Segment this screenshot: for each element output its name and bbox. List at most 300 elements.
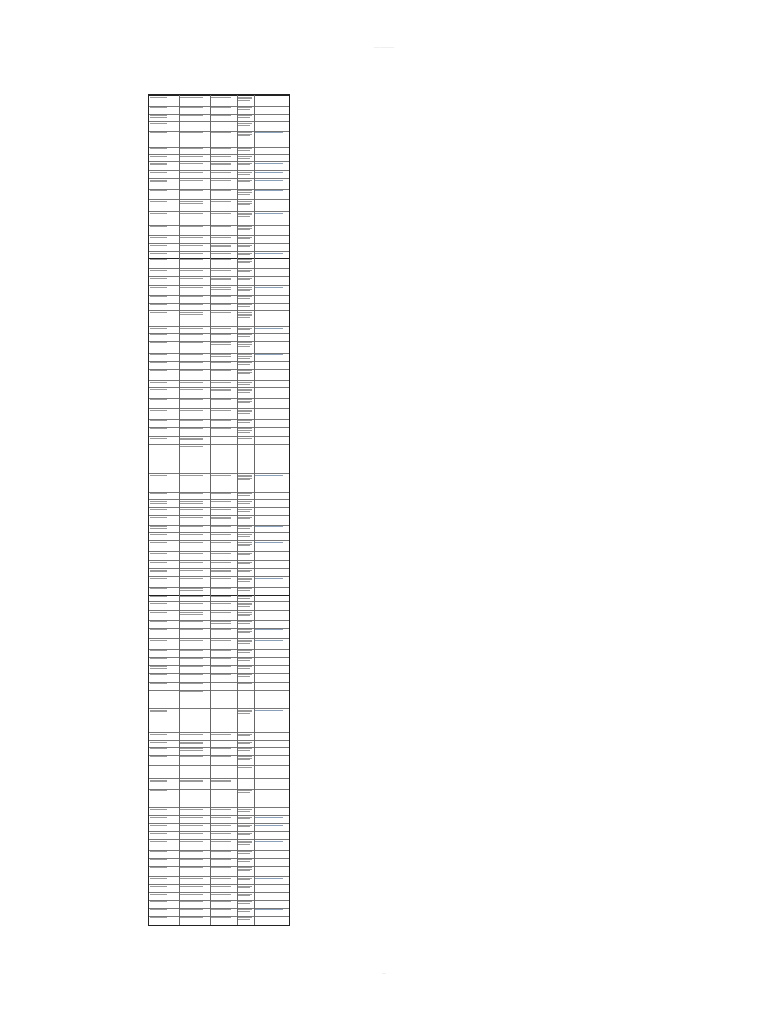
text-line [211,97,231,98]
text-line [150,259,167,260]
link-text[interactable] [255,163,283,164]
text-line [238,518,250,519]
text-line [180,180,203,181]
text-line [211,526,231,527]
table-cell [237,226,254,236]
table-cell [210,296,237,303]
table-cell [179,832,210,839]
text-line [180,734,203,735]
table-cell [254,840,289,850]
text-line [211,623,231,624]
text-line [180,901,203,902]
text-line [150,382,167,383]
table-cell [210,766,237,778]
text-line [211,362,231,363]
text-line [238,713,250,714]
text-line [180,410,203,411]
table-cell [254,171,289,178]
link-text[interactable] [255,132,283,133]
table-cell [254,334,289,341]
table-cell [149,779,179,789]
text-line [180,382,203,383]
text-line [180,163,203,164]
link-text[interactable] [255,190,283,191]
table-cell [210,816,237,823]
text-line [211,420,231,421]
table-cell [237,122,254,130]
table-cell [149,107,179,114]
text-line [150,867,167,868]
text-line [211,190,231,191]
table-cell [149,621,179,628]
text-line [180,475,203,476]
table-cell [149,709,179,732]
table-cell [179,552,210,560]
table-cell [237,162,254,170]
table-cell [210,790,237,808]
table-cell [254,674,289,682]
text-line [150,658,167,659]
table-cell [210,561,237,568]
link-text[interactable] [255,180,283,181]
table-cell [237,115,254,122]
text-line [238,554,250,555]
table-cell [179,107,210,114]
table-cell [179,286,210,294]
link-text[interactable] [255,328,283,329]
table-cell [149,115,179,122]
table-cell [149,437,179,444]
table-cell [149,516,179,524]
text-line [238,238,250,239]
table-cell [210,526,237,533]
text-line [211,279,231,280]
table-cell [179,277,210,285]
text-line [150,603,167,604]
table-cell [254,666,289,673]
table-row [149,747,289,755]
link-text[interactable] [255,213,283,214]
table-cell [179,691,210,709]
text-line [180,304,203,305]
table-cell [210,115,237,122]
table-cell [149,334,179,341]
table-cell [254,445,289,473]
table-cell [237,107,254,114]
table-cell [179,493,210,500]
table-cell [210,259,237,269]
table-cell [254,437,289,444]
text-line [150,809,167,810]
text-line [238,563,250,564]
table-cell [210,917,237,925]
table-cell [254,533,289,540]
table-cell [179,588,210,595]
table-row [149,419,289,427]
table-cell [237,621,254,628]
text-line [180,259,203,260]
text-line [150,683,167,684]
table-cell [149,445,179,473]
text-line [180,691,203,692]
table-cell [149,409,179,419]
table-cell [179,179,210,189]
text-line [238,811,250,812]
text-line [180,553,203,554]
table-cell [179,132,210,147]
text-line [150,428,167,429]
text-line [180,743,203,744]
table-cell [179,577,210,587]
text-line [211,253,231,254]
table-cell [179,733,210,740]
table-cell [179,629,210,639]
text-line [150,493,167,494]
table-cell [254,658,289,665]
link-text[interactable] [255,526,283,527]
table-cell [149,190,179,200]
text-line [150,201,167,202]
text-line [238,336,250,337]
text-line [238,826,250,827]
table-cell [149,552,179,560]
link-text[interactable] [255,710,283,711]
text-line [238,100,250,101]
link-text[interactable] [255,841,283,842]
text-line [238,246,250,247]
text-line [238,164,250,165]
text-line [150,304,167,305]
table-cell [237,674,254,682]
text-line [150,420,167,421]
text-line [211,542,231,543]
table-cell [149,122,179,130]
table-cell [254,311,289,326]
link-text[interactable] [255,629,283,630]
table-cell [149,840,179,850]
table-cell [149,354,179,361]
table-cell [254,388,289,398]
table-cell [237,474,254,492]
table-row [149,436,289,444]
text-line [180,614,203,615]
table-cell [237,354,254,361]
table-cell [179,561,210,568]
table-cell [149,200,179,211]
table-cell [237,790,254,808]
text-line [180,97,203,98]
link-text[interactable] [255,817,283,818]
text-line [211,246,231,247]
text-line [180,781,203,782]
text-line [180,596,203,597]
table-cell [237,236,254,243]
table-cell [179,526,210,533]
table-cell [254,816,289,823]
text-line [180,629,203,630]
table-row [149,568,289,576]
table-row [149,807,289,815]
table-cell [254,569,289,576]
text-line [211,917,231,918]
table-cell [179,370,210,381]
table-cell [210,212,237,224]
table-cell [210,179,237,189]
table-cell [179,917,210,925]
text-line [180,156,203,157]
table-row [149,369,289,381]
text-line [211,399,231,400]
text-line [238,135,250,136]
table-cell [179,428,210,436]
table-cell [179,388,210,398]
text-line [238,660,250,661]
table-cell [254,428,289,436]
table-row [149,755,289,766]
table-cell [179,709,210,732]
text-line [238,503,250,504]
table-cell [237,577,254,587]
link-text[interactable] [255,475,283,476]
text-line [211,859,231,860]
link-text[interactable] [255,825,283,826]
text-line [211,289,231,290]
table-row [149,303,289,311]
table-cell [179,354,210,361]
table-row [149,638,289,649]
text-line [180,859,203,860]
table-cell [210,824,237,831]
table-row [149,823,289,831]
text-line [238,545,250,546]
table-cell [254,859,289,866]
text-line [150,917,167,918]
text-line [211,259,231,260]
table-cell [149,683,179,690]
table-cell [237,893,254,900]
text-line [150,181,167,182]
table-cell [179,96,210,106]
table-cell [179,851,210,858]
text-line [180,503,203,504]
table-cell [179,621,210,628]
text-line [180,851,203,852]
table-cell [210,577,237,587]
link-text[interactable] [255,354,283,355]
table-cell [237,526,254,533]
text-line [180,658,203,659]
table-cell [210,602,237,610]
text-line [238,254,250,255]
link-text[interactable] [255,578,283,579]
text-line [150,156,167,157]
link-text[interactable] [255,253,283,254]
text-line [238,818,250,819]
text-line [150,270,167,271]
table-cell [149,342,179,353]
text-line [211,748,231,749]
table-cell [149,533,179,540]
table-row [149,601,289,610]
table-row [149,858,289,866]
table-cell [254,296,289,303]
table-cell [149,832,179,839]
text-line [238,853,250,854]
text-line [211,201,231,202]
table-cell [254,885,289,892]
table-cell [237,500,254,507]
table-cell [254,162,289,170]
table-cell [179,474,210,492]
text-line [211,909,231,910]
table-cell [210,190,237,200]
text-line [150,562,167,563]
table-cell [149,132,179,147]
text-line [238,581,250,582]
table-cell [254,370,289,381]
table-cell [210,748,237,755]
table-cell [210,474,237,492]
text-line [180,825,203,826]
link-text[interactable] [255,909,283,910]
text-line [150,370,167,371]
table-cell [179,840,210,850]
text-line [150,172,167,173]
table-row [149,147,289,155]
link-text[interactable] [255,287,283,288]
table-row [149,595,289,602]
document-table [148,94,290,926]
table-cell [149,370,179,381]
table-row [149,576,289,587]
text-line [150,475,167,476]
table-cell [179,909,210,916]
text-line [238,834,250,835]
table-cell [210,162,237,170]
table-cell [254,683,289,690]
text-line [180,446,203,447]
text-line [150,245,167,246]
table-cell [179,808,210,815]
table-cell [210,867,237,877]
column-divider [210,95,211,925]
text-line [150,596,167,597]
table-cell [237,541,254,551]
text-line [238,606,250,607]
table-cell [254,354,289,361]
table-row [149,427,289,436]
table-cell [237,409,254,419]
text-line [150,588,167,589]
table-cell [179,756,210,766]
table-cell [179,236,210,243]
table-cell [149,526,179,533]
text-line [238,861,250,862]
table-row [149,892,289,900]
table-cell [210,569,237,576]
table-cell [149,666,179,673]
text-line [211,132,231,133]
text-line [238,919,250,920]
table-cell [149,790,179,808]
text-line [180,570,203,571]
text-line [150,287,167,288]
table-row [149,444,289,473]
table-row [149,268,289,276]
text-line [180,674,203,675]
text-line [180,190,203,191]
table-cell [210,666,237,673]
text-line [211,650,231,651]
table-row [149,161,289,170]
text-line [238,479,250,480]
text-line [211,390,231,391]
table-cell [237,709,254,732]
text-line [238,735,250,736]
table-cell [254,867,289,877]
table-cell [179,790,210,808]
table-cell [237,639,254,649]
table-cell [254,516,289,524]
table-cell [179,115,210,122]
table-cell [237,277,254,285]
text-line [211,475,231,476]
table-cell [210,148,237,155]
table-cell [179,877,210,884]
table-cell [237,588,254,595]
table-cell [254,691,289,709]
table-cell [254,832,289,839]
table-cell [149,859,179,866]
table-row [149,211,289,224]
table-cell [254,526,289,533]
table-row [149,492,289,500]
text-line [180,878,203,879]
table-cell [149,500,179,507]
text-line [238,792,250,793]
table-row [149,610,289,619]
table-cell [237,388,254,398]
text-line [238,528,250,529]
text-line [150,901,167,902]
text-line [238,125,250,126]
table-row [149,121,289,130]
table-cell [254,122,289,130]
text-line [180,342,203,343]
text-line [238,844,250,845]
table-cell [237,286,254,294]
link-text[interactable] [255,640,283,641]
table-row [149,95,289,106]
text-line [211,237,231,238]
table-cell [210,244,237,251]
link-text[interactable] [255,172,283,173]
table-cell [210,885,237,892]
text-line [238,358,250,359]
table-cell [149,226,179,236]
text-line [180,287,203,288]
text-line [180,132,203,133]
text-line [180,909,203,910]
table-cell [179,541,210,551]
table-row [149,765,289,778]
table-cell [210,611,237,619]
link-text[interactable] [255,542,283,543]
table-cell [237,840,254,850]
table-cell [237,212,254,224]
table-cell [210,851,237,858]
link-text[interactable] [255,878,283,879]
